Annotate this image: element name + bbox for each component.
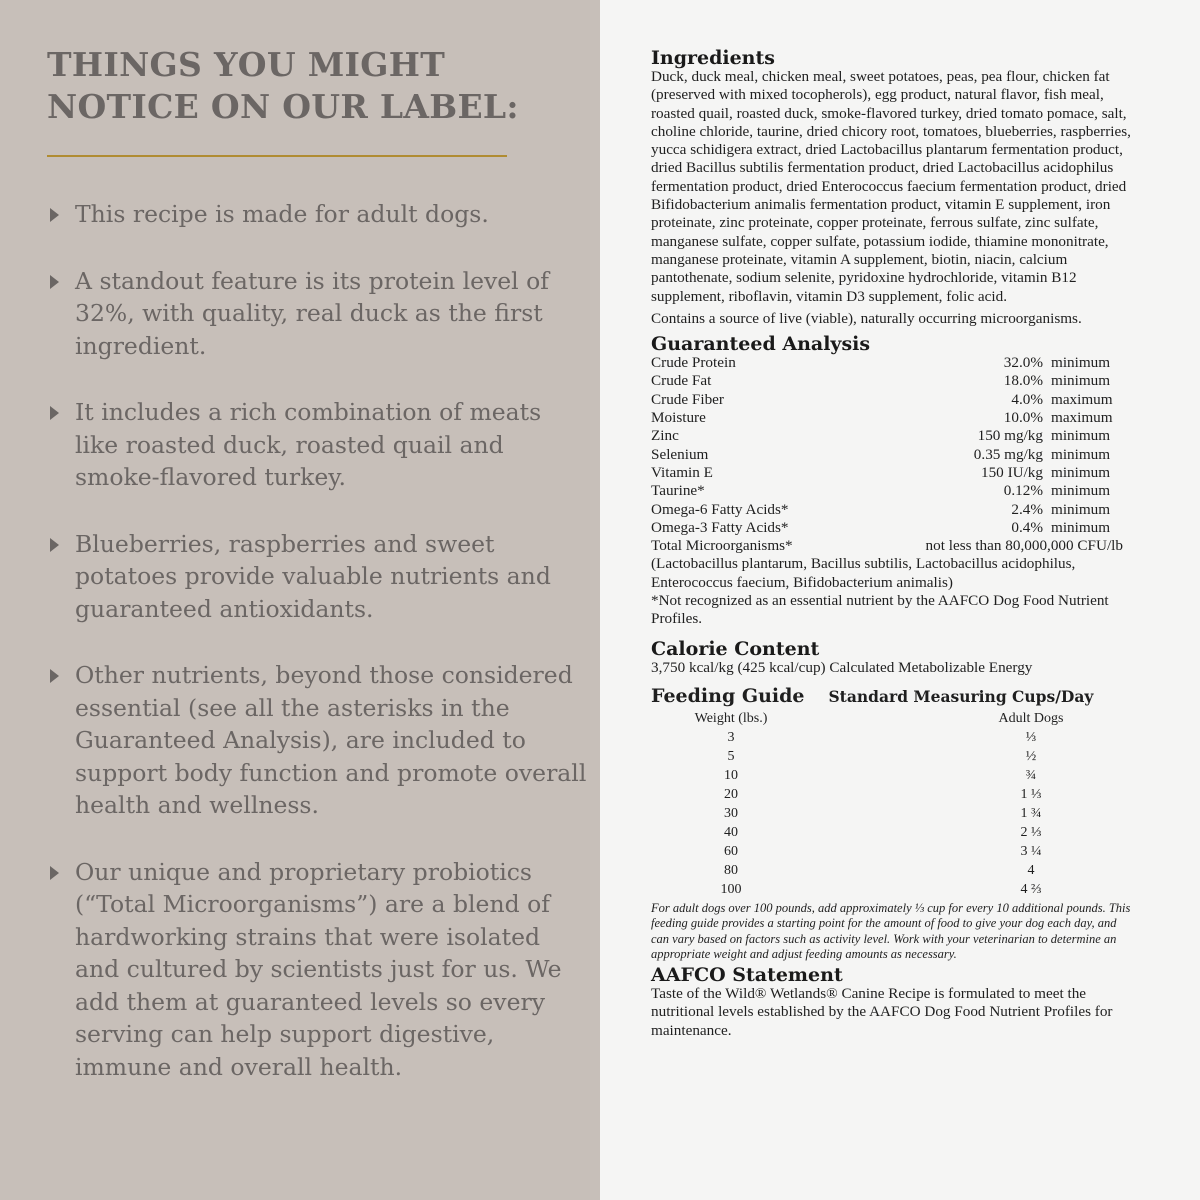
feeding-weight: 30 <box>724 805 738 821</box>
feeding-weight: 100 <box>720 881 742 897</box>
feeding-table <box>651 709 1131 899</box>
highlight-item <box>47 528 587 626</box>
feeding-weight: 10 <box>724 767 738 783</box>
caret-right-icon <box>50 538 59 552</box>
caret-right-icon <box>50 406 59 420</box>
highlight-item <box>47 396 587 494</box>
info-title-line-1: THINGS YOU MIGHT <box>47 45 446 84</box>
analysis-unit: minimum <box>1051 482 1111 500</box>
analysis-value: 0.12% <box>1003 482 1043 500</box>
analysis-row-microorganisms <box>651 537 1131 555</box>
highlight-item <box>47 198 587 231</box>
calorie-heading: Calorie Content <box>651 637 820 660</box>
analysis-unit: maximum <box>1051 390 1113 408</box>
analysis-strains: (Lactobacillus plantarum, Bacillus subtilis, Lactobacillus acidophilus, Enterococcus faecium, Bifidobacterium animalis) <box>651 555 1076 591</box>
feeding-cups: 4 <box>1027 862 1035 878</box>
analysis-unit: minimum <box>1051 500 1111 518</box>
analysis-name: Vitamin E <box>651 463 713 481</box>
analysis-row <box>651 482 1131 500</box>
analysis-row <box>651 501 1131 519</box>
feeding-cups: 3 ¼ <box>1020 843 1042 859</box>
analysis-value: 32.0% <box>1003 354 1043 372</box>
analysis-row <box>651 519 1131 537</box>
analysis-heading: Guaranteed Analysis <box>651 333 871 356</box>
highlight-text: It includes a rich combination of meats like roasted duck, roasted quail and smoke-flavored turkey. <box>75 398 542 491</box>
analysis-name: Total Microorganisms* <box>651 537 793 555</box>
feeding-cups: 1 ⅓ <box>1020 786 1042 802</box>
analysis-name: Zinc <box>651 427 679 445</box>
feeding-cups: 4 ⅔ <box>1020 881 1042 897</box>
analysis-name: Crude Protein <box>651 354 736 372</box>
analysis-value: 4.0% <box>1011 390 1043 408</box>
ingredients-text: Duck, duck meal, chicken meal, sweet potatoes, peas, pea flour, chicken fat (preserved with mixed tocopherols), egg product, natural flavor, fish meal, roasted quail, roasted duck, smoke-flavored turkey, dried tomato pomace, salt, choline chloride, taurine, dried chicory root, tomatoes, blueberries, raspberries, yucca schidigera extract, dried Lactobacillus plantarum fermentation product, dried Bacillus subtilis fermentation product, dried Lactobacillus acidophilus fermentation product, dried Enterococcus faecium fermentation product, dried Bifidobacterium animalis fermentation product, vitamin E supplement, iron proteinate, zinc proteinate, copper proteinate, ferrous sulfate, zinc sulfate, manganese sulfate, copper sulfate, potassium iodide, thiamine mononitrate, manganese proteinate, vitamin A supplement, biotin, niacin, calcium pantothenate, sodium selenite, pyridoxine hydrochloride, vitamin B12 supplement, riboflavin, vitamin D3 supplement, folic acid. <box>651 68 1131 305</box>
feeding-col-weight: Weight (lbs.) <box>694 710 768 726</box>
analysis-row <box>651 409 1131 427</box>
calorie-text: 3,750 kcal/kg (425 kcal/cup) Calculated Metabolizable Energy <box>651 658 1033 676</box>
caret-right-icon <box>50 669 59 683</box>
analysis-name: Taurine* <box>651 482 705 500</box>
analysis-name: Selenium <box>651 445 709 463</box>
feeding-weight: 5 <box>727 748 735 764</box>
highlight-item <box>47 856 587 1084</box>
highlight-list <box>47 198 587 1117</box>
product-label <box>651 48 1131 1040</box>
analysis-unit: minimum <box>1051 372 1111 390</box>
analysis-value: 0.4% <box>1011 518 1043 536</box>
analysis-name: Omega-3 Fatty Acids* <box>651 518 789 536</box>
highlight-text: Our unique and proprietary probiotics (“Total Microorganisms”) are a blend of hardworking strains that were isolated and cultured by scientists just for us. We add them at guaranteed levels so every serving can help support digestive, immune and overall health. <box>75 857 562 1081</box>
feeding-note: For adult dogs over 100 pounds, add approximately ⅓ cup for every 10 additional pounds. This feeding guide provides a starting point for the amount of food to give your dog each day, and can vary based on factors such as activity level. Work with your veterinarian to determine an appropriate weight and adjust feeding amounts as necessary. <box>651 900 1131 962</box>
caret-right-icon <box>50 208 59 222</box>
analysis-value: 18.0% <box>1003 372 1043 390</box>
gold-divider <box>47 155 507 157</box>
feeding-weight: 60 <box>724 843 738 859</box>
analysis-name: Omega-6 Fatty Acids* <box>651 500 789 518</box>
info-title <box>47 44 567 128</box>
ingredients-section <box>651 48 1131 328</box>
feeding-cups: ½ <box>1025 748 1037 764</box>
highlight-text: Blueberries, raspberries and sweet potatoes provide valuable nutrients and guaranteed antioxidants. <box>75 529 551 623</box>
highlight-item <box>47 265 587 363</box>
guaranteed-analysis-section <box>651 334 1131 628</box>
analysis-value: not less than 80,000,000 CFU/lb <box>925 537 1123 555</box>
aafco-section <box>651 965 1131 1040</box>
analysis-unit: minimum <box>1051 518 1111 536</box>
analysis-row <box>651 372 1131 390</box>
feeding-cups: 2 ⅓ <box>1020 824 1042 840</box>
ingredients-note: Contains a source of live (viable), naturally occurring microorganisms. <box>651 309 1082 327</box>
analysis-value: 150 IU/kg <box>980 463 1043 481</box>
analysis-value: 2.4% <box>1011 500 1043 518</box>
analysis-row <box>651 427 1131 445</box>
analysis-value: 0.35 mg/kg <box>973 445 1043 463</box>
analysis-value: 10.0% <box>1003 409 1043 427</box>
analysis-unit: maximum <box>1051 409 1113 427</box>
highlight-text: This recipe is made for adult dogs. <box>75 200 489 228</box>
analysis-name: Moisture <box>651 409 706 427</box>
info-title-line-2: NOTICE ON OUR LABEL: <box>47 87 519 126</box>
analysis-value: 150 mg/kg <box>977 427 1043 445</box>
ingredients-heading: Ingredients <box>651 47 775 69</box>
analysis-unit: minimum <box>1051 354 1111 372</box>
highlight-text: A standout feature is its protein level of 32%, with quality, real duck as the first ingredient. <box>75 266 550 360</box>
feeding-cups: ⅓ <box>1025 729 1037 745</box>
analysis-unit: minimum <box>1051 463 1111 481</box>
analysis-table <box>651 354 1131 537</box>
feeding-col-cups: Adult Dogs <box>998 710 1064 726</box>
aafco-heading: AAFCO Statement <box>651 963 843 986</box>
highlight-text: Other nutrients, beyond those considered essential (see all the asterisks in the Guaranteed Analysis), are included to support body function and promote overall health and wellness. <box>75 661 587 819</box>
analysis-row <box>651 391 1131 409</box>
calorie-section <box>651 639 1131 677</box>
analysis-name: Crude Fiber <box>651 390 724 408</box>
analysis-unit: minimum <box>1051 445 1111 463</box>
caret-right-icon <box>50 866 59 880</box>
caret-right-icon <box>50 275 59 289</box>
feeding-cups: ¾ <box>1025 767 1037 783</box>
feeding-subheading: Standard Measuring Cups/Day <box>828 686 1094 706</box>
feeding-guide-section <box>651 685 1131 963</box>
feeding-heading: Feeding Guide <box>651 684 805 707</box>
analysis-unit: minimum <box>1051 427 1111 445</box>
feeding-weight: 3 <box>727 729 735 745</box>
feeding-weight: 40 <box>724 824 738 840</box>
analysis-row <box>651 354 1131 372</box>
analysis-row <box>651 446 1131 464</box>
aafco-text: Taste of the Wild® Wetlands® Canine Recipe is formulated to meet the nutritional levels established by the AAFCO Dog Food Nutrient Profiles for maintenance. <box>651 984 1113 1039</box>
analysis-footnote: *Not recognized as an essential nutrient by the AAFCO Dog Food Nutrient Profiles. <box>651 592 1109 628</box>
highlight-item <box>47 659 587 822</box>
feeding-weight: 20 <box>724 786 738 802</box>
analysis-name: Crude Fat <box>651 372 712 390</box>
analysis-row <box>651 464 1131 482</box>
feeding-weight: 80 <box>724 862 738 878</box>
feeding-cups: 1 ¾ <box>1020 805 1042 821</box>
